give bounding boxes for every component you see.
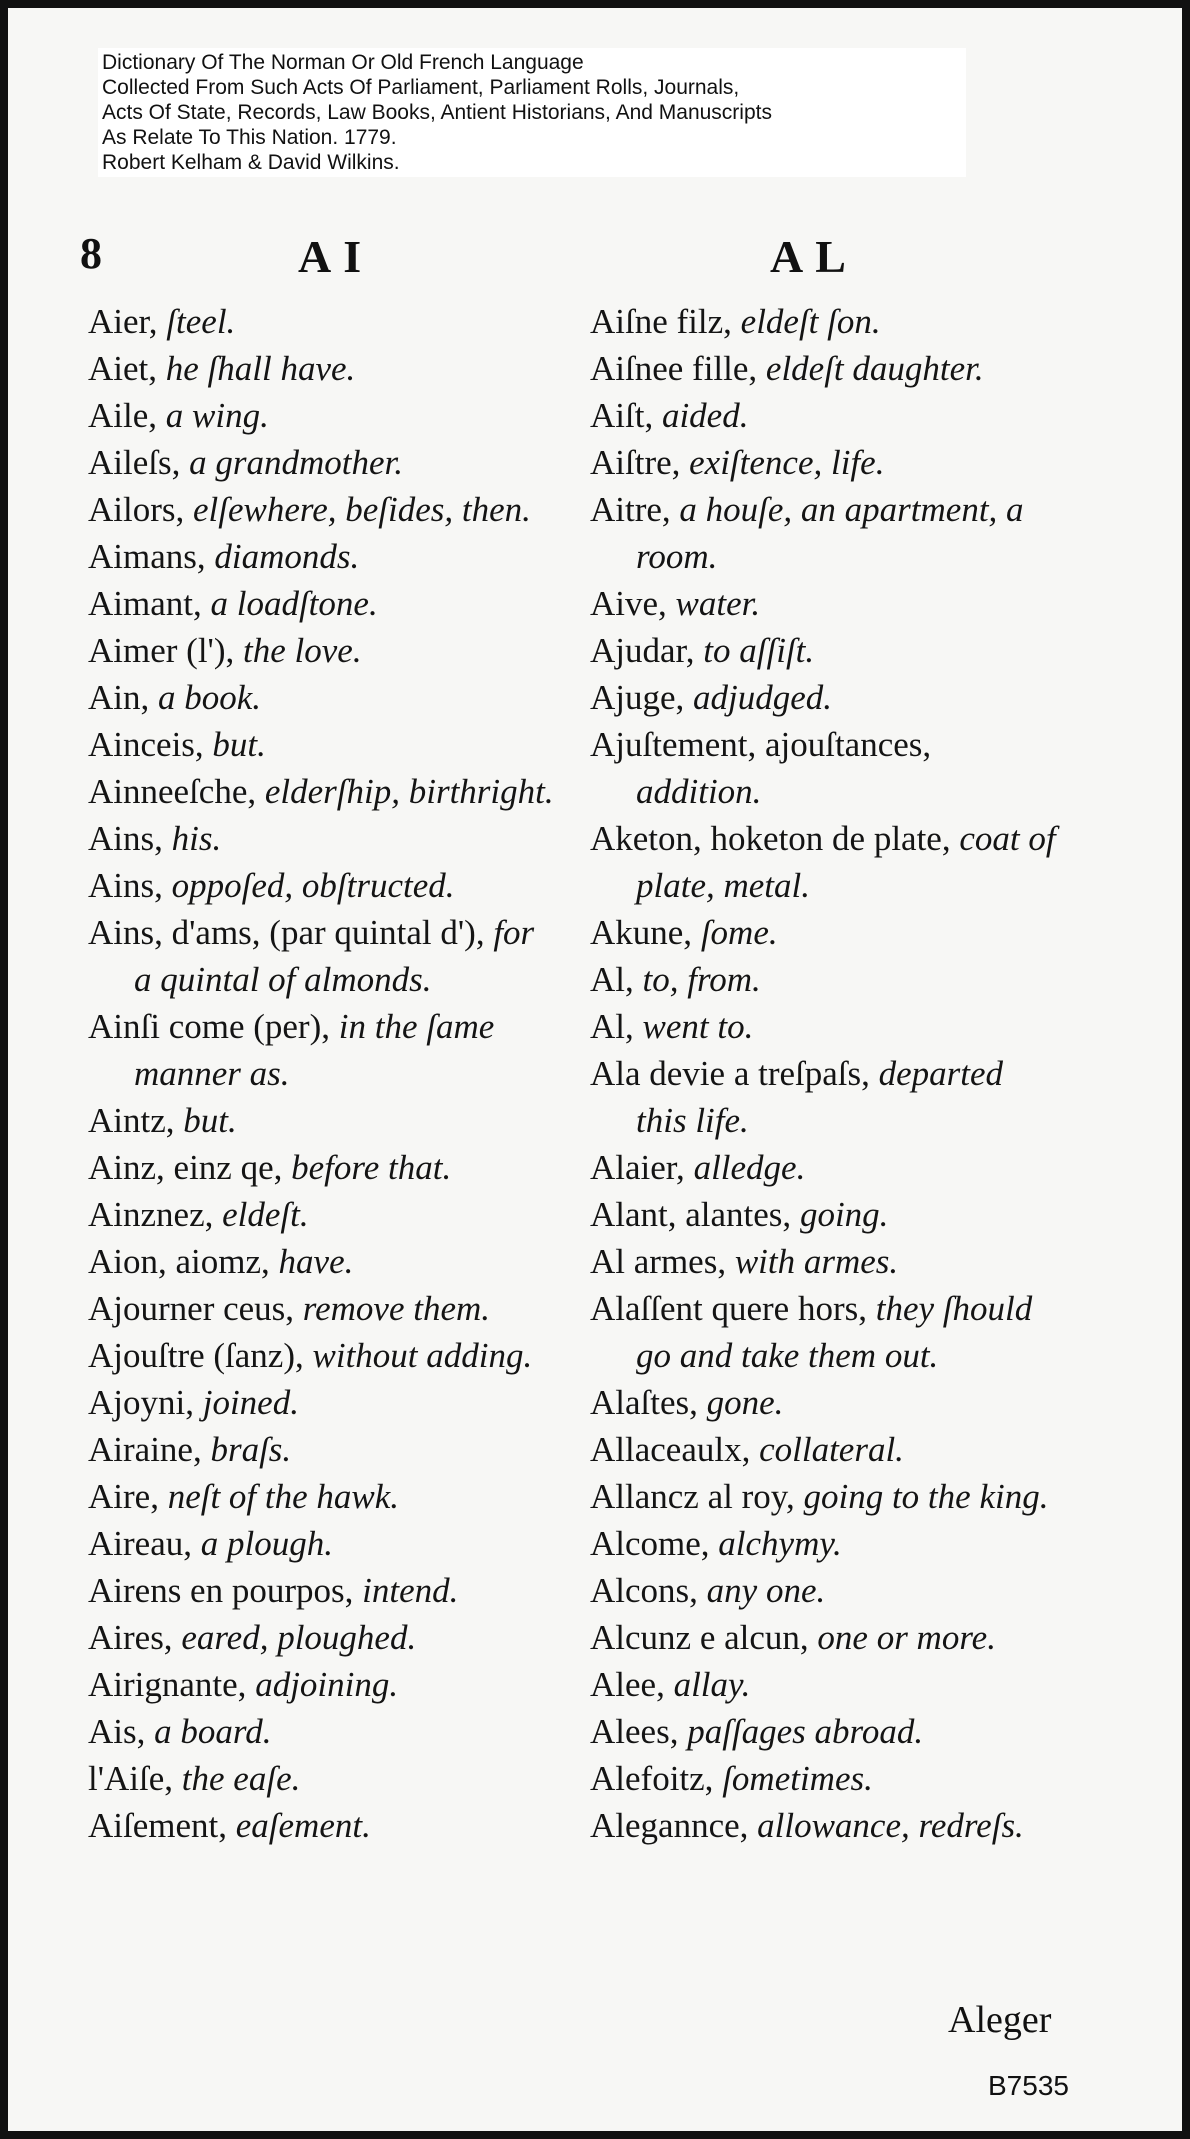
entry-term: Ais, [88, 1712, 146, 1751]
entry-term: Alees, [590, 1712, 679, 1751]
dictionary-entry [590, 1661, 1060, 1708]
entry-definition: have. [278, 1242, 354, 1281]
dictionary-entry [590, 721, 1060, 815]
caption-line: Collected From Such Acts Of Parliament, Parliament Rolls, Journals, [102, 76, 740, 99]
dictionary-entry [590, 392, 1060, 439]
dictionary-entry [88, 345, 558, 392]
entry-term: Aiſement, [88, 1806, 227, 1845]
entry-term: Alee, [590, 1665, 665, 1704]
entry-term: Alcons, [590, 1571, 698, 1610]
entry-definition: ſometimes. [722, 1759, 873, 1798]
entry-term: Aireau, [88, 1524, 192, 1563]
entry-definition: neſt of the hawk. [167, 1477, 400, 1516]
entry-definition: without adding. [312, 1336, 533, 1375]
entry-term: Al, [590, 1007, 634, 1046]
entry-definition: allay. [673, 1665, 751, 1704]
entry-definition: allowance, redreſs. [757, 1806, 1024, 1845]
entry-term: Aiſnee fille, [590, 349, 758, 388]
entry-term: Airaine, [88, 1430, 202, 1469]
entry-term: Airens en pourpos, [88, 1571, 354, 1610]
entry-term: Ala devie a treſpaſs, [590, 1054, 870, 1093]
dictionary-entry [88, 627, 558, 674]
entry-term: Ajuſtement, ajouſtances, [590, 725, 932, 764]
dictionary-entry [590, 1285, 1060, 1379]
dictionary-entry [88, 533, 558, 580]
dictionary-entry [88, 1755, 558, 1802]
dictionary-entry [88, 1426, 558, 1473]
entry-definition: paſſages abroad. [687, 1712, 924, 1751]
dictionary-entry [590, 1567, 1060, 1614]
dictionary-entry [590, 1379, 1060, 1426]
entry-definition: to, from. [642, 960, 761, 999]
entry-term: Ainznez, [88, 1195, 214, 1234]
dictionary-entry [88, 580, 558, 627]
entry-definition: elderſhip, birthright. [264, 772, 554, 811]
entry-term: Aitre, [590, 490, 671, 529]
entry-term: Aiſt, [590, 396, 654, 435]
entry-term: Ain, [88, 678, 150, 717]
dictionary-entry [590, 1473, 1060, 1520]
dictionary-entry [590, 1238, 1060, 1285]
entry-term: Alaſtes, [590, 1383, 698, 1422]
left-column [88, 298, 558, 1849]
entry-definition: going. [799, 1195, 889, 1234]
entry-term: Aier, [88, 302, 158, 341]
entry-term: Alaſſent quere hors, [590, 1289, 867, 1328]
caption-line: Acts Of State, Records, Law Books, Antient Historians, And Manuscripts [102, 101, 772, 124]
dictionary-entry [88, 1238, 558, 1285]
entry-definition: alledge. [693, 1148, 806, 1187]
entry-definition: he ſhall have. [165, 349, 356, 388]
entry-definition: any one. [706, 1571, 826, 1610]
entry-definition: diamonds. [214, 537, 360, 576]
entry-definition: but. [212, 725, 266, 764]
entry-term: Ains, [88, 866, 163, 905]
caption-line: As Relate To This Nation. 1779. [102, 126, 397, 149]
entry-term: Aintz, [88, 1101, 175, 1140]
entry-definition: eldeſt. [222, 1195, 309, 1234]
entry-term: Ains, d'ams, (par quintal d'), [88, 913, 485, 952]
entry-definition: departed this life. [636, 1054, 1004, 1140]
entry-term: Ains, [88, 819, 163, 858]
entry-term: Alcunz e alcun, [590, 1618, 809, 1657]
entry-definition: a board. [154, 1712, 272, 1751]
entry-definition: before that. [291, 1148, 452, 1187]
dictionary-entry [590, 1614, 1060, 1661]
entry-term: Akune, [590, 913, 693, 952]
entry-term: Aimant, [88, 584, 202, 623]
entry-definition: they ſhould go and take them out. [636, 1289, 1033, 1375]
dictionary-entry [590, 1520, 1060, 1567]
entry-definition: addition. [636, 772, 762, 811]
entry-term: Al armes, [590, 1242, 727, 1281]
dictionary-entry [590, 298, 1060, 345]
dictionary-entry [590, 956, 1060, 1003]
dictionary-entry [590, 580, 1060, 627]
entry-term: Ajourner ceus, [88, 1289, 295, 1328]
dictionary-entry [88, 1097, 558, 1144]
dictionary-entry [590, 1144, 1060, 1191]
dictionary-entry [88, 1567, 558, 1614]
dictionary-entry [590, 627, 1060, 674]
dictionary-entry [88, 1191, 558, 1238]
dictionary-entry [88, 298, 558, 345]
entry-definition: adjoining. [255, 1665, 399, 1704]
entry-definition: his. [171, 819, 222, 858]
entry-definition: joined. [202, 1383, 299, 1422]
dictionary-entry [590, 1050, 1060, 1144]
entry-term: Aiſtre, [590, 443, 681, 482]
entry-definition: ſome. [700, 913, 778, 952]
dictionary-entry [88, 1003, 558, 1097]
dictionary-entry [88, 1708, 558, 1755]
entry-term: Aiſne filz, [590, 302, 732, 341]
dictionary-entry [88, 392, 558, 439]
dictionary-entry [88, 1379, 558, 1426]
dictionary-entry [590, 1755, 1060, 1802]
entry-definition: aided. [661, 396, 749, 435]
entry-definition: a wing. [165, 396, 269, 435]
entry-term: Ainneeſche, [88, 772, 257, 811]
entry-term: Ajoyni, [88, 1383, 194, 1422]
entry-definition: eaſement. [235, 1806, 371, 1845]
entry-term: Alant, alantes, [590, 1195, 792, 1234]
entry-term: Ainſi come (per), [88, 1007, 330, 1046]
entry-definition: coat of plate, metal. [636, 819, 1056, 905]
dictionary-entry [88, 1614, 558, 1661]
entry-definition: water. [675, 584, 761, 623]
entry-term: Aile, [88, 396, 158, 435]
signature-mark: B7535 [988, 2070, 1069, 2101]
entry-term: Ainceis, [88, 725, 204, 764]
entry-definition: eared, ploughed. [181, 1618, 417, 1657]
entry-term: Ailors, [88, 490, 185, 529]
dictionary-entry [590, 1426, 1060, 1473]
dictionary-entry [590, 1802, 1060, 1849]
entry-term: Aileſs, [88, 443, 181, 482]
entry-term: Alcome, [590, 1524, 710, 1563]
dictionary-entry [590, 1191, 1060, 1238]
entry-term: Aketon, hoketon de plate, [590, 819, 951, 858]
entry-term: Alaier, [590, 1148, 685, 1187]
entry-term: l'Aiſe, [88, 1759, 174, 1798]
entry-term: Ajouſtre (ſanz), [88, 1336, 304, 1375]
dictionary-entry [88, 1661, 558, 1708]
dictionary-entry [590, 674, 1060, 721]
entry-term: Aiet, [88, 349, 158, 388]
entry-definition: in the ſame manner as. [134, 1007, 495, 1093]
entry-definition: gone. [706, 1383, 784, 1422]
dictionary-entry [88, 721, 558, 768]
entry-definition: went to. [642, 1007, 754, 1046]
entry-definition: a book. [158, 678, 262, 717]
right-column [590, 298, 1060, 1849]
dictionary-entry [88, 1144, 558, 1191]
entry-definition: remove them. [302, 1289, 491, 1328]
dictionary-entry [88, 862, 558, 909]
left-column-heading: AI [298, 231, 374, 282]
dictionary-entry [88, 1802, 558, 1849]
entry-term: Ajuge, [590, 678, 685, 717]
entry-definition: the love. [243, 631, 362, 670]
entry-definition: eldeſt daughter. [765, 349, 984, 388]
entry-definition: one or more. [817, 1618, 996, 1657]
dictionary-entry [88, 674, 558, 721]
entry-definition: but. [183, 1101, 237, 1140]
entry-definition: eldeſt ſon. [740, 302, 881, 341]
entry-term: Allancz al roy, [590, 1477, 795, 1516]
entry-definition: elſewhere, beſides, then. [193, 490, 531, 529]
caption-line: Robert Kelham & David Wilkins. [102, 151, 400, 174]
dictionary-entry [590, 439, 1060, 486]
dictionary-entry [590, 1708, 1060, 1755]
dictionary-entry [590, 1003, 1060, 1050]
entry-definition: to aſſiſt. [703, 631, 815, 670]
entry-definition: the eaſe. [181, 1759, 301, 1798]
entry-definition: braſs. [210, 1430, 292, 1469]
dictionary-entry [590, 815, 1060, 909]
dictionary-entry [88, 1520, 558, 1567]
dictionary-entry [88, 1473, 558, 1520]
entry-term: Aires, [88, 1618, 173, 1657]
entry-definition: intend. [362, 1571, 459, 1610]
page-number: 8 [80, 229, 102, 278]
entry-definition: a houſe, an apartment, a room. [636, 490, 1024, 576]
entry-definition: with armes. [734, 1242, 899, 1281]
dictionary-entry [88, 1332, 558, 1379]
entry-term: Al, [590, 960, 634, 999]
entry-term: Airignante, [88, 1665, 247, 1704]
entry-definition: adjudged. [693, 678, 833, 717]
dictionary-entry [88, 815, 558, 862]
dictionary-entry [88, 768, 558, 815]
caption-line: Dictionary Of The Norman Or Old French Language [102, 51, 584, 74]
dictionary-entry [590, 486, 1060, 580]
header-caption [98, 48, 966, 177]
dictionary-entry [590, 909, 1060, 956]
entry-term: Aimer (l'), [88, 631, 235, 670]
entry-definition: for a quintal of almonds. [134, 913, 535, 999]
entry-term: Allaceaulx, [590, 1430, 751, 1469]
catchword: Aleger [948, 1999, 1052, 2041]
entry-definition: a grandmother. [189, 443, 404, 482]
entry-definition: ſteel. [166, 302, 236, 341]
entry-definition: going to the king. [803, 1477, 1049, 1516]
dictionary-entry [590, 345, 1060, 392]
entry-term: Alefoitz, [590, 1759, 714, 1798]
dictionary-entry [88, 909, 558, 1003]
dictionary-entry [88, 486, 558, 533]
entry-definition: a plough. [200, 1524, 333, 1563]
entry-term: Ainz, einz qe, [88, 1148, 283, 1187]
entry-term: Aion, aiomz, [88, 1242, 270, 1281]
entry-definition: collateral. [759, 1430, 904, 1469]
entry-term: Aire, [88, 1477, 159, 1516]
entry-definition: alchymy. [718, 1524, 842, 1563]
right-column-heading: AL [770, 231, 858, 282]
dictionary-entry [88, 1285, 558, 1332]
entry-term: Ajudar, [590, 631, 695, 670]
entry-term: Aive, [590, 584, 667, 623]
entry-definition: exiſtence, life. [689, 443, 885, 482]
entry-term: Aimans, [88, 537, 206, 576]
entry-term: Alegannce, [590, 1806, 749, 1845]
dictionary-entry [88, 439, 558, 486]
entry-definition: a loadſtone. [210, 584, 378, 623]
entry-definition: oppoſed, obſtructed. [171, 866, 455, 905]
